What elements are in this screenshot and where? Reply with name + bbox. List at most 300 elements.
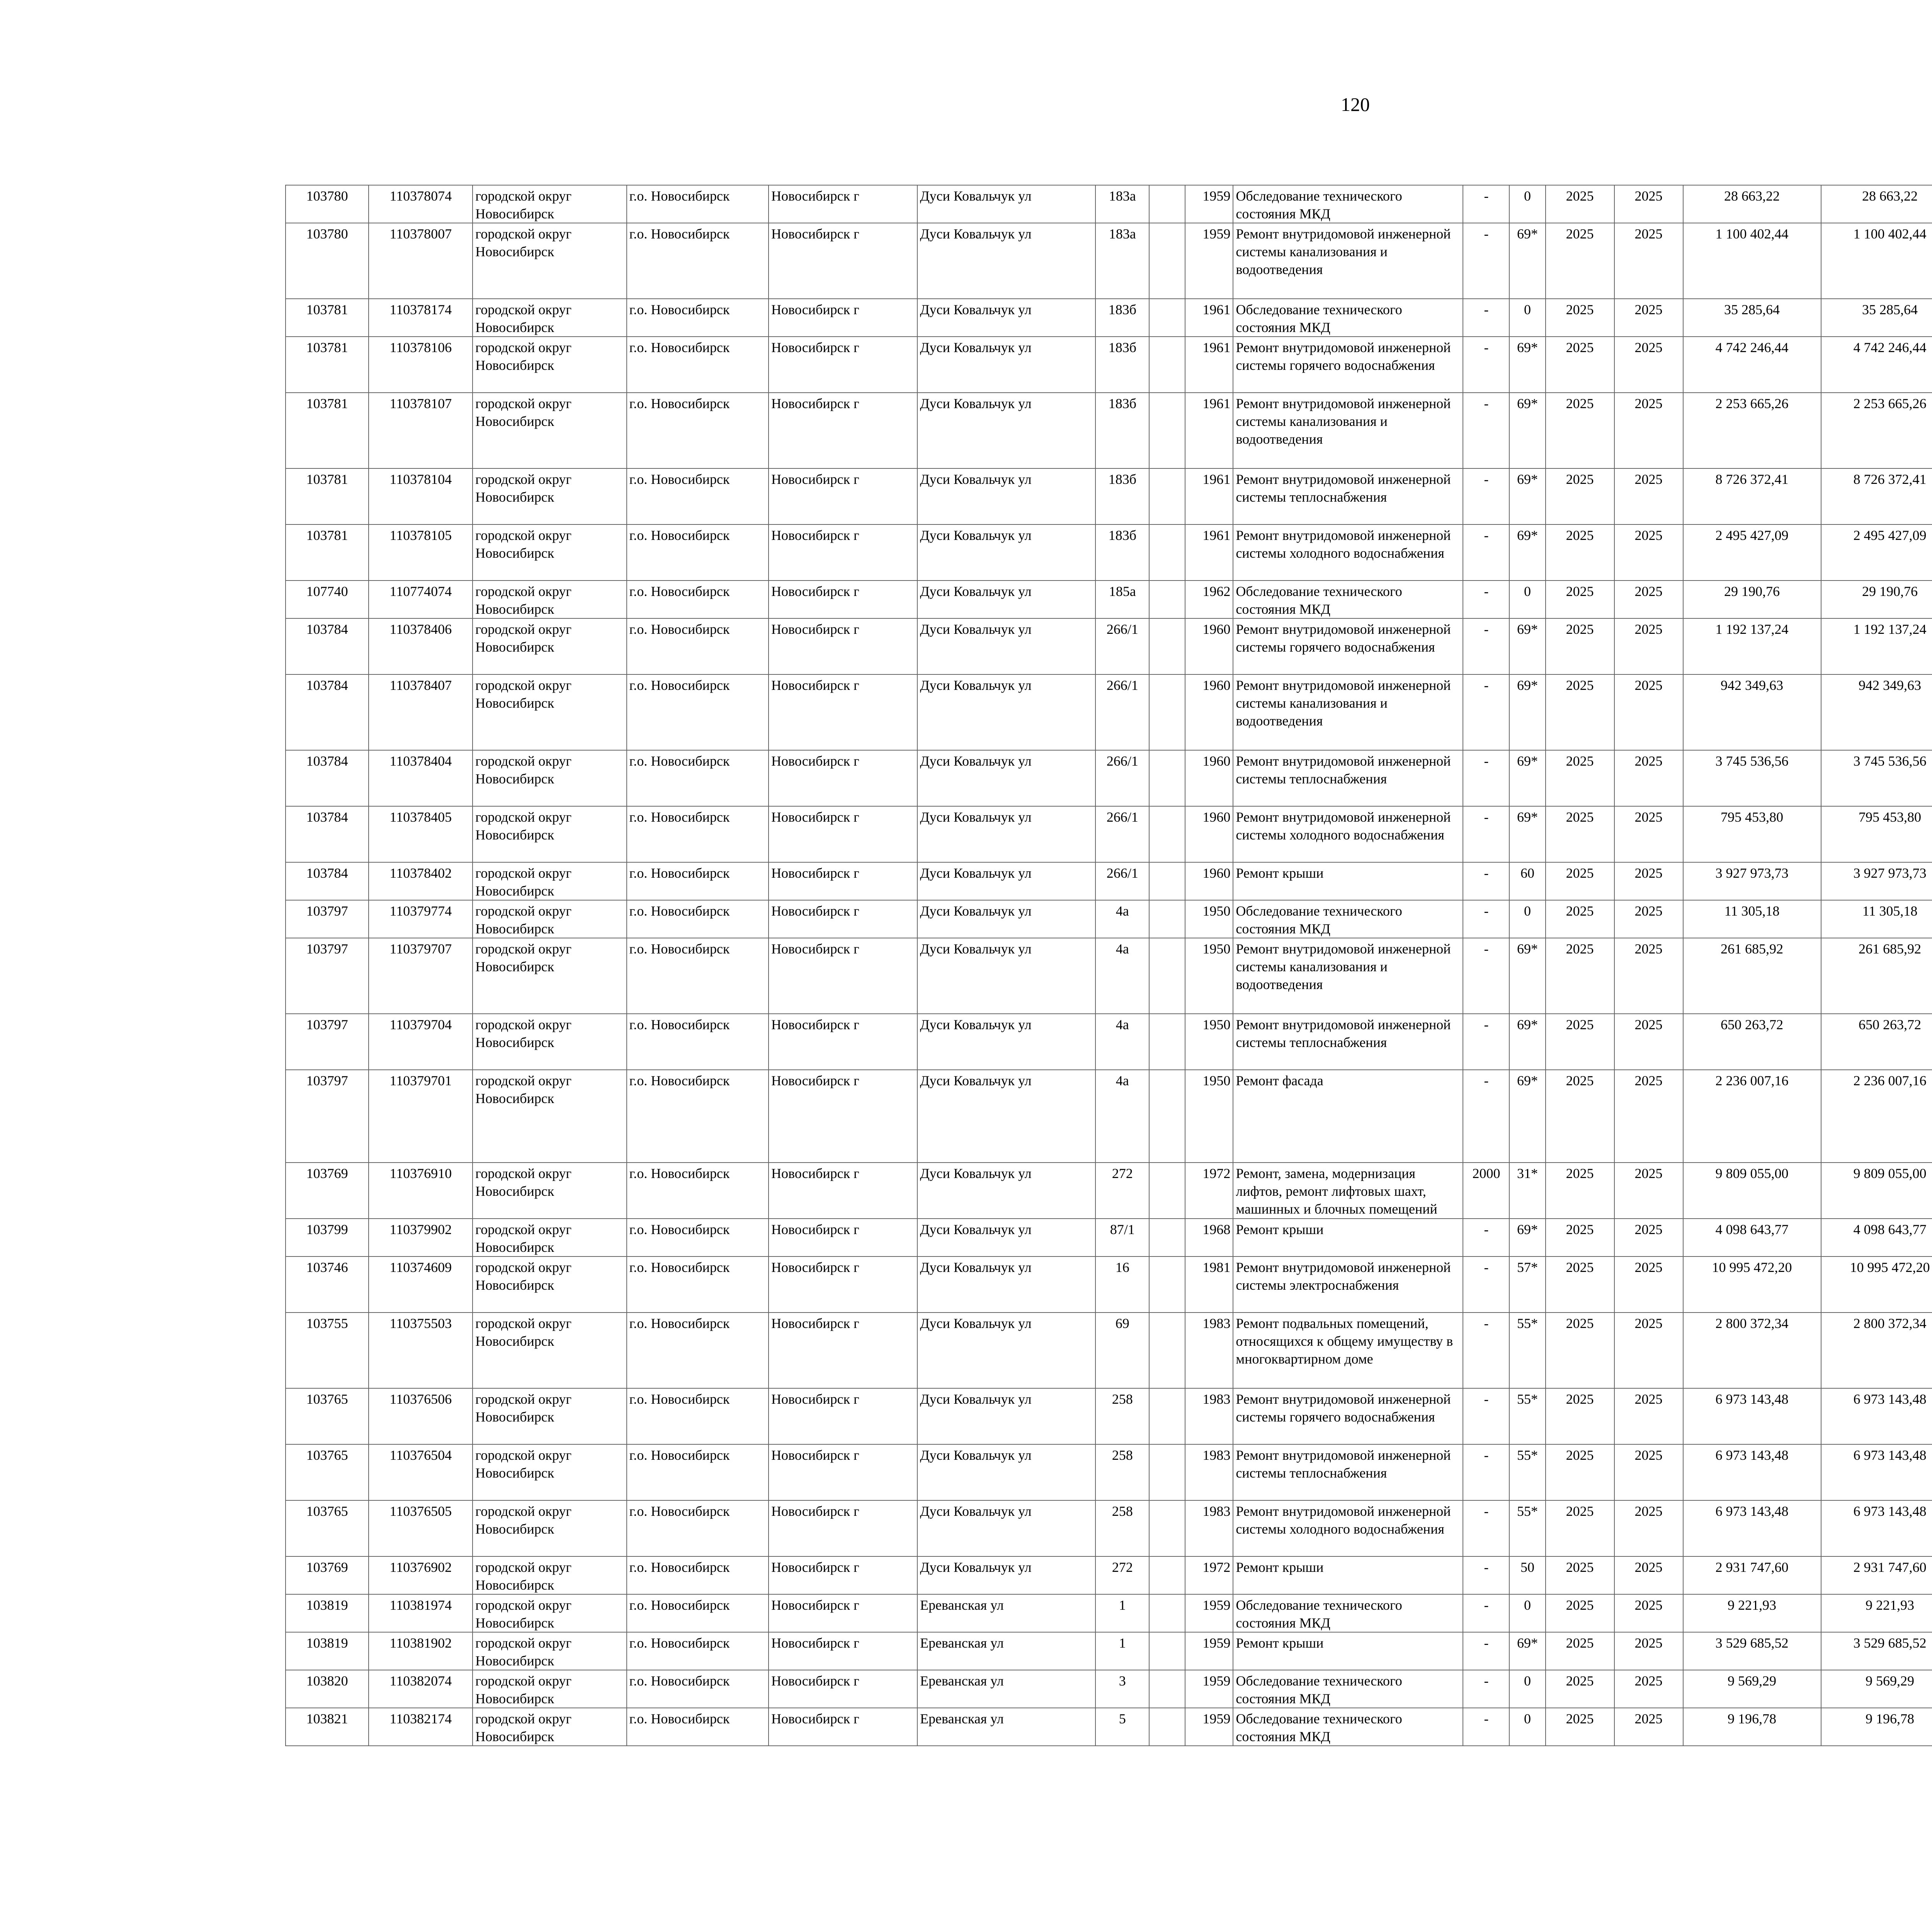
cell-lift-count: -	[1463, 1500, 1509, 1556]
cell-end-year: 2025	[1614, 337, 1683, 393]
cell-city: Новосибирск г	[769, 393, 917, 468]
cell-start-year: 2025	[1546, 806, 1614, 862]
cell-end-year: 2025	[1614, 524, 1683, 581]
cell-municipality: городской округ Новосибирск	[473, 185, 626, 223]
cell-start-year: 2025	[1546, 1444, 1614, 1500]
cell-municipality: городской округ Новосибирск	[473, 1670, 626, 1708]
cell-wear: 69*	[1509, 223, 1545, 299]
cell-municipality: городской округ Новосибирск	[473, 1556, 626, 1594]
cell-house-block	[1149, 1594, 1185, 1632]
cell-work-type: Обследование технического состояния МКД	[1233, 1670, 1463, 1708]
cell-work-type: Ремонт внутридомовой инженерной системы горячего водоснабжения	[1233, 1388, 1463, 1444]
cell-work-type: Ремонт внутридомовой инженерной системы теплоснабжения	[1233, 1444, 1463, 1500]
cell-start-year: 2025	[1546, 1632, 1614, 1670]
cell-fund-cost: 650 263,72	[1821, 1014, 1932, 1070]
cell-start-year: 2025	[1546, 468, 1614, 524]
cell-object-id: 103797	[286, 1014, 369, 1070]
cell-city: Новосибирск г	[769, 674, 917, 750]
cell-lift-count: -	[1463, 524, 1509, 581]
cell-end-year: 2025	[1614, 1256, 1683, 1313]
table-row	[286, 393, 1932, 468]
cell-year-built: 1959	[1185, 185, 1233, 223]
cell-lift-count: -	[1463, 299, 1509, 337]
cell-city: Новосибирск г	[769, 938, 917, 1014]
cell-work-id: 110381902	[369, 1632, 473, 1670]
cell-year-built: 1950	[1185, 938, 1233, 1014]
cell-end-year: 2025	[1614, 468, 1683, 524]
cell-street: Дуси Ковальчук ул	[917, 1070, 1096, 1163]
cell-total-cost: 11 305,18	[1683, 900, 1821, 938]
cell-wear: 31*	[1509, 1163, 1545, 1219]
cell-district: г.о. Новосибирск	[627, 393, 769, 468]
cell-work-id: 110378106	[369, 337, 473, 393]
cell-end-year: 2025	[1614, 1500, 1683, 1556]
cell-district: г.о. Новосибирск	[627, 581, 769, 618]
cell-total-cost: 10 995 472,20	[1683, 1256, 1821, 1313]
table-row	[286, 1500, 1932, 1556]
cell-lift-count: -	[1463, 1388, 1509, 1444]
cell-work-id: 110378105	[369, 524, 473, 581]
cell-object-id: 103819	[286, 1632, 369, 1670]
cell-wear: 55*	[1509, 1388, 1545, 1444]
cell-municipality: городской округ Новосибирск	[473, 1708, 626, 1746]
cell-year-built: 1960	[1185, 862, 1233, 900]
cell-work-type: Ремонт внутридомовой инженерной системы горячего водоснабжения	[1233, 618, 1463, 674]
cell-fund-cost: 9 809 055,00	[1821, 1163, 1932, 1219]
cell-work-type: Ремонт, замена, модернизация лифтов, ремонт лифтовых шахт, машинных и блочных помещений	[1233, 1163, 1463, 1219]
cell-year-built: 1983	[1185, 1444, 1233, 1500]
cell-work-type: Ремонт внутридомовой инженерной системы горячего водоснабжения	[1233, 337, 1463, 393]
cell-start-year: 2025	[1546, 862, 1614, 900]
cell-lift-count: -	[1463, 1070, 1509, 1163]
cell-municipality: городской округ Новосибирск	[473, 299, 626, 337]
cell-municipality: городской округ Новосибирск	[473, 1500, 626, 1556]
cell-municipality: городской округ Новосибирск	[473, 900, 626, 938]
cell-street: Ереванская ул	[917, 1594, 1096, 1632]
cell-house-block	[1149, 223, 1185, 299]
cell-total-cost: 28 663,22	[1683, 185, 1821, 223]
cell-street: Дуси Ковальчук ул	[917, 223, 1096, 299]
table-row	[286, 938, 1932, 1014]
cell-end-year: 2025	[1614, 1670, 1683, 1708]
cell-object-id: 103820	[286, 1670, 369, 1708]
cell-total-cost: 9 196,78	[1683, 1708, 1821, 1746]
cell-year-built: 1968	[1185, 1219, 1233, 1256]
table-row	[286, 468, 1932, 524]
cell-wear: 57*	[1509, 1256, 1545, 1313]
cell-municipality: городской округ Новосибирск	[473, 1070, 626, 1163]
cell-total-cost: 2 236 007,16	[1683, 1070, 1821, 1163]
cell-end-year: 2025	[1614, 1014, 1683, 1070]
table-row	[286, 1670, 1932, 1708]
cell-start-year: 2025	[1546, 299, 1614, 337]
cell-city: Новосибирск г	[769, 337, 917, 393]
cell-municipality: городской округ Новосибирск	[473, 581, 626, 618]
cell-object-id: 103784	[286, 618, 369, 674]
table-row	[286, 750, 1932, 806]
cell-fund-cost: 6 973 143,48	[1821, 1500, 1932, 1556]
cell-work-id: 110381974	[369, 1594, 473, 1632]
cell-year-built: 1983	[1185, 1388, 1233, 1444]
cell-house: 266/1	[1095, 806, 1149, 862]
cell-total-cost: 2 931 747,60	[1683, 1556, 1821, 1594]
table-row	[286, 1632, 1932, 1670]
cell-lift-count: -	[1463, 900, 1509, 938]
cell-work-id: 110376504	[369, 1444, 473, 1500]
cell-district: г.о. Новосибирск	[627, 750, 769, 806]
cell-lift-count: -	[1463, 581, 1509, 618]
cell-end-year: 2025	[1614, 299, 1683, 337]
cell-year-built: 1961	[1185, 299, 1233, 337]
cell-wear: 55*	[1509, 1313, 1545, 1388]
cell-district: г.о. Новосибирск	[627, 185, 769, 223]
cell-fund-cost: 3 529 685,52	[1821, 1632, 1932, 1670]
cell-year-built: 1972	[1185, 1163, 1233, 1219]
table-row	[286, 337, 1932, 393]
cell-city: Новосибирск г	[769, 618, 917, 674]
cell-house: 5	[1095, 1708, 1149, 1746]
cell-house-block	[1149, 1708, 1185, 1746]
cell-street: Ереванская ул	[917, 1632, 1096, 1670]
cell-municipality: городской округ Новосибирск	[473, 1594, 626, 1632]
cell-end-year: 2025	[1614, 862, 1683, 900]
cell-start-year: 2025	[1546, 938, 1614, 1014]
cell-city: Новосибирск г	[769, 468, 917, 524]
cell-fund-cost: 29 190,76	[1821, 581, 1932, 618]
cell-object-id: 103769	[286, 1556, 369, 1594]
cell-district: г.о. Новосибирск	[627, 1070, 769, 1163]
cell-house-block	[1149, 1014, 1185, 1070]
table-row	[286, 1388, 1932, 1444]
cell-house-block	[1149, 1219, 1185, 1256]
table-row	[286, 1163, 1932, 1219]
cell-start-year: 2025	[1546, 1556, 1614, 1594]
cell-start-year: 2025	[1546, 1500, 1614, 1556]
cell-district: г.о. Новосибирск	[627, 1256, 769, 1313]
cell-total-cost: 4 098 643,77	[1683, 1219, 1821, 1256]
cell-object-id: 103799	[286, 1219, 369, 1256]
table-row	[286, 1014, 1932, 1070]
cell-street: Дуси Ковальчук ул	[917, 1556, 1096, 1594]
cell-municipality: городской округ Новосибирск	[473, 862, 626, 900]
cell-total-cost: 6 973 143,48	[1683, 1500, 1821, 1556]
cell-city: Новосибирск г	[769, 1556, 917, 1594]
cell-total-cost: 3 745 536,56	[1683, 750, 1821, 806]
cell-street: Дуси Ковальчук ул	[917, 674, 1096, 750]
cell-work-id: 110375503	[369, 1313, 473, 1388]
cell-street: Ереванская ул	[917, 1708, 1096, 1746]
cell-house: 1	[1095, 1632, 1149, 1670]
cell-municipality: городской округ Новосибирск	[473, 393, 626, 468]
cell-year-built: 1962	[1185, 581, 1233, 618]
cell-house-block	[1149, 1500, 1185, 1556]
cell-object-id: 103821	[286, 1708, 369, 1746]
cell-street: Дуси Ковальчук ул	[917, 1313, 1096, 1388]
cell-object-id: 103765	[286, 1388, 369, 1444]
cell-total-cost: 6 973 143,48	[1683, 1444, 1821, 1500]
cell-lift-count: -	[1463, 750, 1509, 806]
table-row	[286, 1556, 1932, 1594]
cell-wear: 69*	[1509, 1219, 1545, 1256]
cell-city: Новосибирск г	[769, 1708, 917, 1746]
cell-house: 266/1	[1095, 862, 1149, 900]
cell-lift-count: -	[1463, 223, 1509, 299]
cell-start-year: 2025	[1546, 618, 1614, 674]
cell-district: г.о. Новосибирск	[627, 1313, 769, 1388]
cell-municipality: городской округ Новосибирск	[473, 524, 626, 581]
cell-year-built: 1961	[1185, 393, 1233, 468]
cell-work-type: Ремонт внутридомовой инженерной системы холодного водоснабжения	[1233, 1500, 1463, 1556]
cell-wear: 69*	[1509, 1014, 1545, 1070]
cell-year-built: 1950	[1185, 900, 1233, 938]
cell-street: Дуси Ковальчук ул	[917, 750, 1096, 806]
cell-fund-cost: 10 995 472,20	[1821, 1256, 1932, 1313]
cell-year-built: 1983	[1185, 1500, 1233, 1556]
cell-lift-count: -	[1463, 618, 1509, 674]
cell-house: 272	[1095, 1556, 1149, 1594]
cell-city: Новосибирск г	[769, 862, 917, 900]
cell-object-id: 103797	[286, 938, 369, 1014]
cell-district: г.о. Новосибирск	[627, 862, 769, 900]
cell-work-type: Ремонт крыши	[1233, 862, 1463, 900]
cell-municipality: городской округ Новосибирск	[473, 223, 626, 299]
cell-street: Дуси Ковальчук ул	[917, 1444, 1096, 1500]
cell-wear: 69*	[1509, 806, 1545, 862]
cell-street: Дуси Ковальчук ул	[917, 938, 1096, 1014]
cell-fund-cost: 9 196,78	[1821, 1708, 1932, 1746]
cell-start-year: 2025	[1546, 524, 1614, 581]
cell-year-built: 1960	[1185, 806, 1233, 862]
cell-work-type: Ремонт крыши	[1233, 1556, 1463, 1594]
cell-end-year: 2025	[1614, 938, 1683, 1014]
cell-street: Ереванская ул	[917, 1670, 1096, 1708]
cell-start-year: 2025	[1546, 1708, 1614, 1746]
cell-wear: 69*	[1509, 524, 1545, 581]
cell-house-block	[1149, 750, 1185, 806]
cell-work-id: 110382074	[369, 1670, 473, 1708]
cell-wear: 69*	[1509, 1070, 1545, 1163]
cell-city: Новосибирск г	[769, 299, 917, 337]
cell-wear: 69*	[1509, 618, 1545, 674]
cell-house: 266/1	[1095, 618, 1149, 674]
cell-house: 16	[1095, 1256, 1149, 1313]
cell-start-year: 2025	[1546, 674, 1614, 750]
cell-fund-cost: 1 100 402,44	[1821, 223, 1932, 299]
cell-street: Дуси Ковальчук ул	[917, 468, 1096, 524]
cell-total-cost: 2 253 665,26	[1683, 393, 1821, 468]
table-row	[286, 1070, 1932, 1163]
cell-start-year: 2025	[1546, 1256, 1614, 1313]
cell-city: Новосибирск г	[769, 1670, 917, 1708]
cell-street: Дуси Ковальчук ул	[917, 337, 1096, 393]
cell-work-id: 110378007	[369, 223, 473, 299]
cell-total-cost: 6 973 143,48	[1683, 1388, 1821, 1444]
cell-start-year: 2025	[1546, 1313, 1614, 1388]
cell-total-cost: 1 100 402,44	[1683, 223, 1821, 299]
cell-work-id: 110379774	[369, 900, 473, 938]
cell-house: 183б	[1095, 524, 1149, 581]
cell-city: Новосибирск г	[769, 524, 917, 581]
cell-work-type: Обследование технического состояния МКД	[1233, 1594, 1463, 1632]
cell-wear: 69*	[1509, 393, 1545, 468]
cell-fund-cost: 4 098 643,77	[1821, 1219, 1932, 1256]
cell-house-block	[1149, 1556, 1185, 1594]
cell-house-block	[1149, 1313, 1185, 1388]
cell-fund-cost: 28 663,22	[1821, 185, 1932, 223]
cell-work-type: Обследование технического состояния МКД	[1233, 900, 1463, 938]
cell-total-cost: 35 285,64	[1683, 299, 1821, 337]
cell-wear: 69*	[1509, 468, 1545, 524]
cell-end-year: 2025	[1614, 1163, 1683, 1219]
cell-object-id: 107740	[286, 581, 369, 618]
cell-house: 4а	[1095, 900, 1149, 938]
cell-start-year: 2025	[1546, 750, 1614, 806]
cell-house-block	[1149, 674, 1185, 750]
cell-fund-cost: 942 349,63	[1821, 674, 1932, 750]
cell-house-block	[1149, 1163, 1185, 1219]
cell-house-block	[1149, 299, 1185, 337]
cell-municipality: городской округ Новосибирск	[473, 468, 626, 524]
cell-district: г.о. Новосибирск	[627, 1163, 769, 1219]
cell-total-cost: 1 192 137,24	[1683, 618, 1821, 674]
cell-end-year: 2025	[1614, 1594, 1683, 1632]
cell-year-built: 1961	[1185, 337, 1233, 393]
table-row	[286, 862, 1932, 900]
cell-wear: 60	[1509, 862, 1545, 900]
cell-wear: 0	[1509, 1594, 1545, 1632]
cell-total-cost: 942 349,63	[1683, 674, 1821, 750]
cell-end-year: 2025	[1614, 900, 1683, 938]
cell-house: 272	[1095, 1163, 1149, 1219]
cell-end-year: 2025	[1614, 1313, 1683, 1388]
cell-work-id: 110376506	[369, 1388, 473, 1444]
cell-house: 258	[1095, 1444, 1149, 1500]
cell-house: 266/1	[1095, 750, 1149, 806]
cell-year-built: 1959	[1185, 1708, 1233, 1746]
cell-lift-count: -	[1463, 1014, 1509, 1070]
cell-fund-cost: 6 973 143,48	[1821, 1444, 1932, 1500]
cell-house-block	[1149, 581, 1185, 618]
cell-district: г.о. Новосибирск	[627, 337, 769, 393]
cell-district: г.о. Новосибирск	[627, 1388, 769, 1444]
cell-street: Дуси Ковальчук ул	[917, 581, 1096, 618]
cell-lift-count: 2000	[1463, 1163, 1509, 1219]
cell-street: Дуси Ковальчук ул	[917, 1500, 1096, 1556]
cell-fund-cost: 2 931 747,60	[1821, 1556, 1932, 1594]
cell-end-year: 2025	[1614, 750, 1683, 806]
cell-year-built: 1950	[1185, 1070, 1233, 1163]
cell-work-id: 110378107	[369, 393, 473, 468]
cell-work-type: Ремонт внутридомовой инженерной системы теплоснабжения	[1233, 468, 1463, 524]
cell-total-cost: 650 263,72	[1683, 1014, 1821, 1070]
cell-start-year: 2025	[1546, 185, 1614, 223]
cell-lift-count: -	[1463, 337, 1509, 393]
cell-city: Новосибирск г	[769, 1163, 917, 1219]
cell-object-id: 103765	[286, 1444, 369, 1500]
cell-fund-cost: 6 973 143,48	[1821, 1388, 1932, 1444]
cell-district: г.о. Новосибирск	[627, 618, 769, 674]
cell-year-built: 1960	[1185, 750, 1233, 806]
cell-end-year: 2025	[1614, 1708, 1683, 1746]
cell-city: Новосибирск г	[769, 1070, 917, 1163]
cell-fund-cost: 795 453,80	[1821, 806, 1932, 862]
cell-lift-count: -	[1463, 393, 1509, 468]
cell-start-year: 2025	[1546, 223, 1614, 299]
cell-end-year: 2025	[1614, 393, 1683, 468]
table-row	[286, 581, 1932, 618]
cell-house-block	[1149, 185, 1185, 223]
cell-end-year: 2025	[1614, 1632, 1683, 1670]
cell-fund-cost: 3 927 973,73	[1821, 862, 1932, 900]
cell-end-year: 2025	[1614, 1388, 1683, 1444]
cell-district: г.о. Новосибирск	[627, 1219, 769, 1256]
cell-house-block	[1149, 900, 1185, 938]
cell-fund-cost: 3 745 536,56	[1821, 750, 1932, 806]
table-body	[286, 185, 1932, 1746]
cell-house: 4а	[1095, 938, 1149, 1014]
cell-street: Дуси Ковальчук ул	[917, 1219, 1096, 1256]
cell-total-cost: 795 453,80	[1683, 806, 1821, 862]
page-number: 120	[1341, 94, 1370, 115]
cell-city: Новосибирск г	[769, 581, 917, 618]
cell-house: 258	[1095, 1500, 1149, 1556]
cell-work-id: 110378406	[369, 618, 473, 674]
cell-house: 183б	[1095, 337, 1149, 393]
cell-start-year: 2025	[1546, 1014, 1614, 1070]
cell-house: 185а	[1095, 581, 1149, 618]
cell-wear: 69*	[1509, 938, 1545, 1014]
cell-house-block	[1149, 468, 1185, 524]
cell-work-type: Ремонт крыши	[1233, 1632, 1463, 1670]
cell-work-type: Ремонт внутридомовой инженерной системы теплоснабжения	[1233, 1014, 1463, 1070]
table-row	[286, 299, 1932, 337]
table-row	[286, 618, 1932, 674]
cell-total-cost: 9 809 055,00	[1683, 1163, 1821, 1219]
cell-city: Новосибирск г	[769, 1313, 917, 1388]
cell-year-built: 1950	[1185, 1014, 1233, 1070]
cell-object-id: 103769	[286, 1163, 369, 1219]
cell-year-built: 1959	[1185, 1632, 1233, 1670]
cell-object-id: 103784	[286, 806, 369, 862]
cell-house: 258	[1095, 1388, 1149, 1444]
cell-street: Дуси Ковальчук ул	[917, 1014, 1096, 1070]
cell-lift-count: -	[1463, 1556, 1509, 1594]
cell-lift-count: -	[1463, 806, 1509, 862]
cell-object-id: 103746	[286, 1256, 369, 1313]
cell-fund-cost: 11 305,18	[1821, 900, 1932, 938]
cell-street: Дуси Ковальчук ул	[917, 862, 1096, 900]
cell-house: 4а	[1095, 1070, 1149, 1163]
table-row	[286, 1256, 1932, 1313]
cell-work-type: Ремонт внутридомовой инженерной системы канализования и водоотведения	[1233, 674, 1463, 750]
cell-work-id: 110379701	[369, 1070, 473, 1163]
cell-wear: 0	[1509, 900, 1545, 938]
cell-end-year: 2025	[1614, 1219, 1683, 1256]
table-row	[286, 1444, 1932, 1500]
cell-end-year: 2025	[1614, 223, 1683, 299]
cell-house-block	[1149, 1388, 1185, 1444]
cell-street: Дуси Ковальчук ул	[917, 524, 1096, 581]
cell-municipality: городской округ Новосибирск	[473, 1388, 626, 1444]
cell-district: г.о. Новосибирск	[627, 1670, 769, 1708]
cell-street: Дуси Ковальчук ул	[917, 618, 1096, 674]
cell-wear: 69*	[1509, 337, 1545, 393]
cell-work-id: 110376902	[369, 1556, 473, 1594]
cell-work-type: Ремонт внутридомовой инженерной системы теплоснабжения	[1233, 750, 1463, 806]
cell-work-type: Обследование технического состояния МКД	[1233, 581, 1463, 618]
cell-work-id: 110378174	[369, 299, 473, 337]
cell-municipality: городской округ Новосибирск	[473, 1256, 626, 1313]
